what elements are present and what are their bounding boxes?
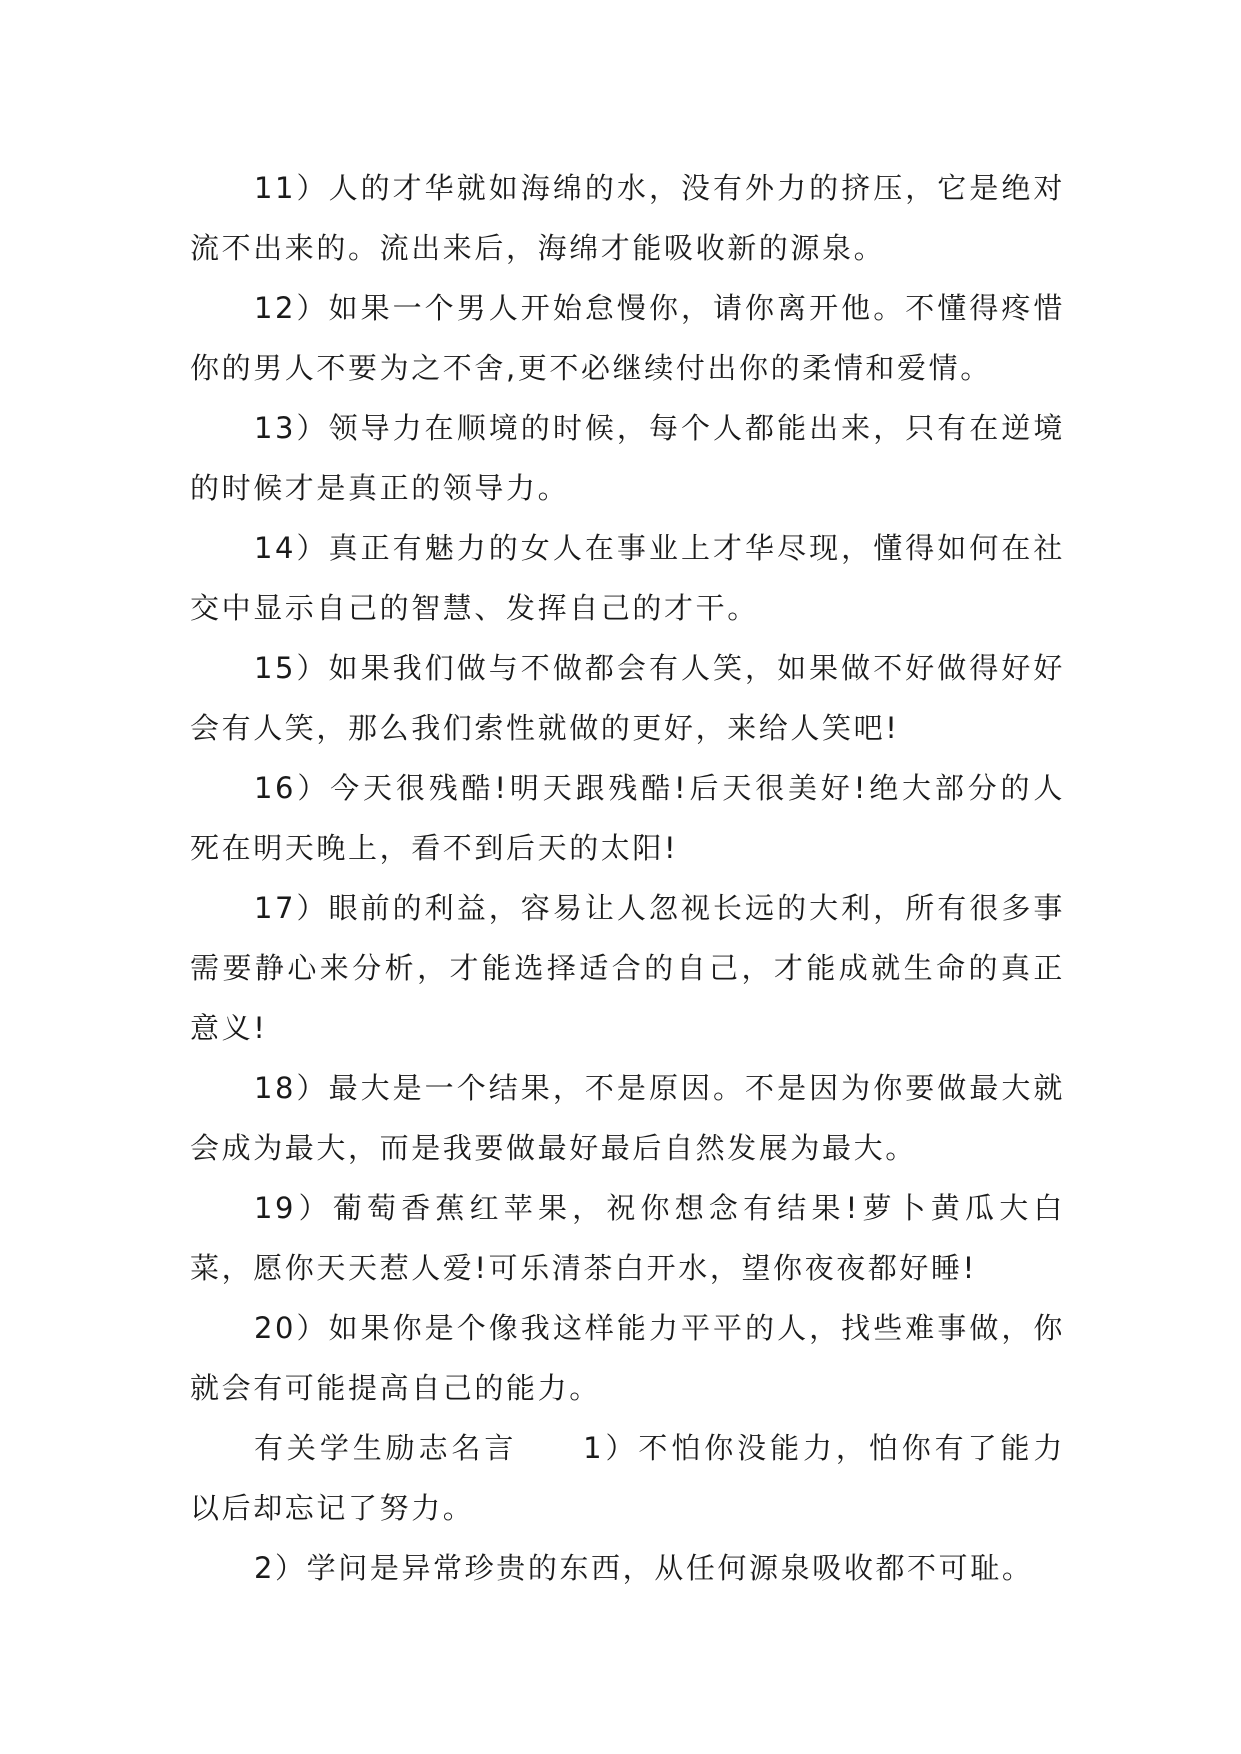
paragraph-16: 16）今天很残酷!明天跟残酷!后天很美好!绝大部分的人死在明天晚上，看不到后天的太阳!	[190, 771, 1065, 865]
paragraph-14: 14）真正有魅力的女人在事业上才华尽现，懂得如何在社交中显示自己的智慧、发挥自己的才干。	[190, 531, 1065, 625]
paragraph-20: 20）如果你是个像我这样能力平平的人，找些难事做，你就会有可能提高自己的能力。	[190, 1311, 1065, 1405]
paragraph-2: 2）学问是异常珍贵的东西，从任何源泉吸收都不可耻。	[254, 1551, 1034, 1585]
paragraph-18: 18）最大是一个结果，不是原因。不是因为你要做最大就会成为最大，而是我要做最好最后自然发展为最大。	[190, 1071, 1065, 1165]
paragraph-17: 17）眼前的利益，容易让人忽视长远的大利，所有很多事需要静心来分析，才能选择适合的自己，才能成就生命的真正意义!	[190, 891, 1065, 1045]
paragraph-15: 15）如果我们做与不做都会有人笑，如果做不好做得好好会有人笑，那么我们索性就做的更好，来给人笑吧!	[190, 651, 1065, 745]
section-heading-paragraph: 有关学生励志名言 1）不怕你没能力，怕你有了能力以后却忘记了努力。	[190, 1431, 1065, 1525]
paragraph-12: 12）如果一个男人开始怠慢你，请你离开他。不懂得疼惜你的男人不要为之不舍,更不必继续付出你的柔情和爱情。	[190, 291, 1065, 385]
document-body	[190, 158, 1065, 1598]
paragraph-19: 19）葡萄香蕉红苹果，祝你想念有结果!萝卜黄瓜大白菜，愿你天天惹人爱!可乐清茶白开水，望你夜夜都好睡!	[190, 1191, 1065, 1285]
paragraph-13: 13）领导力在顺境的时候，每个人都能出来，只有在逆境的时候才是真正的领导力。	[190, 411, 1065, 505]
paragraph-11: 11）人的才华就如海绵的水，没有外力的挤压，它是绝对流不出来的。流出来后，海绵才能吸收新的源泉。	[190, 171, 1065, 265]
